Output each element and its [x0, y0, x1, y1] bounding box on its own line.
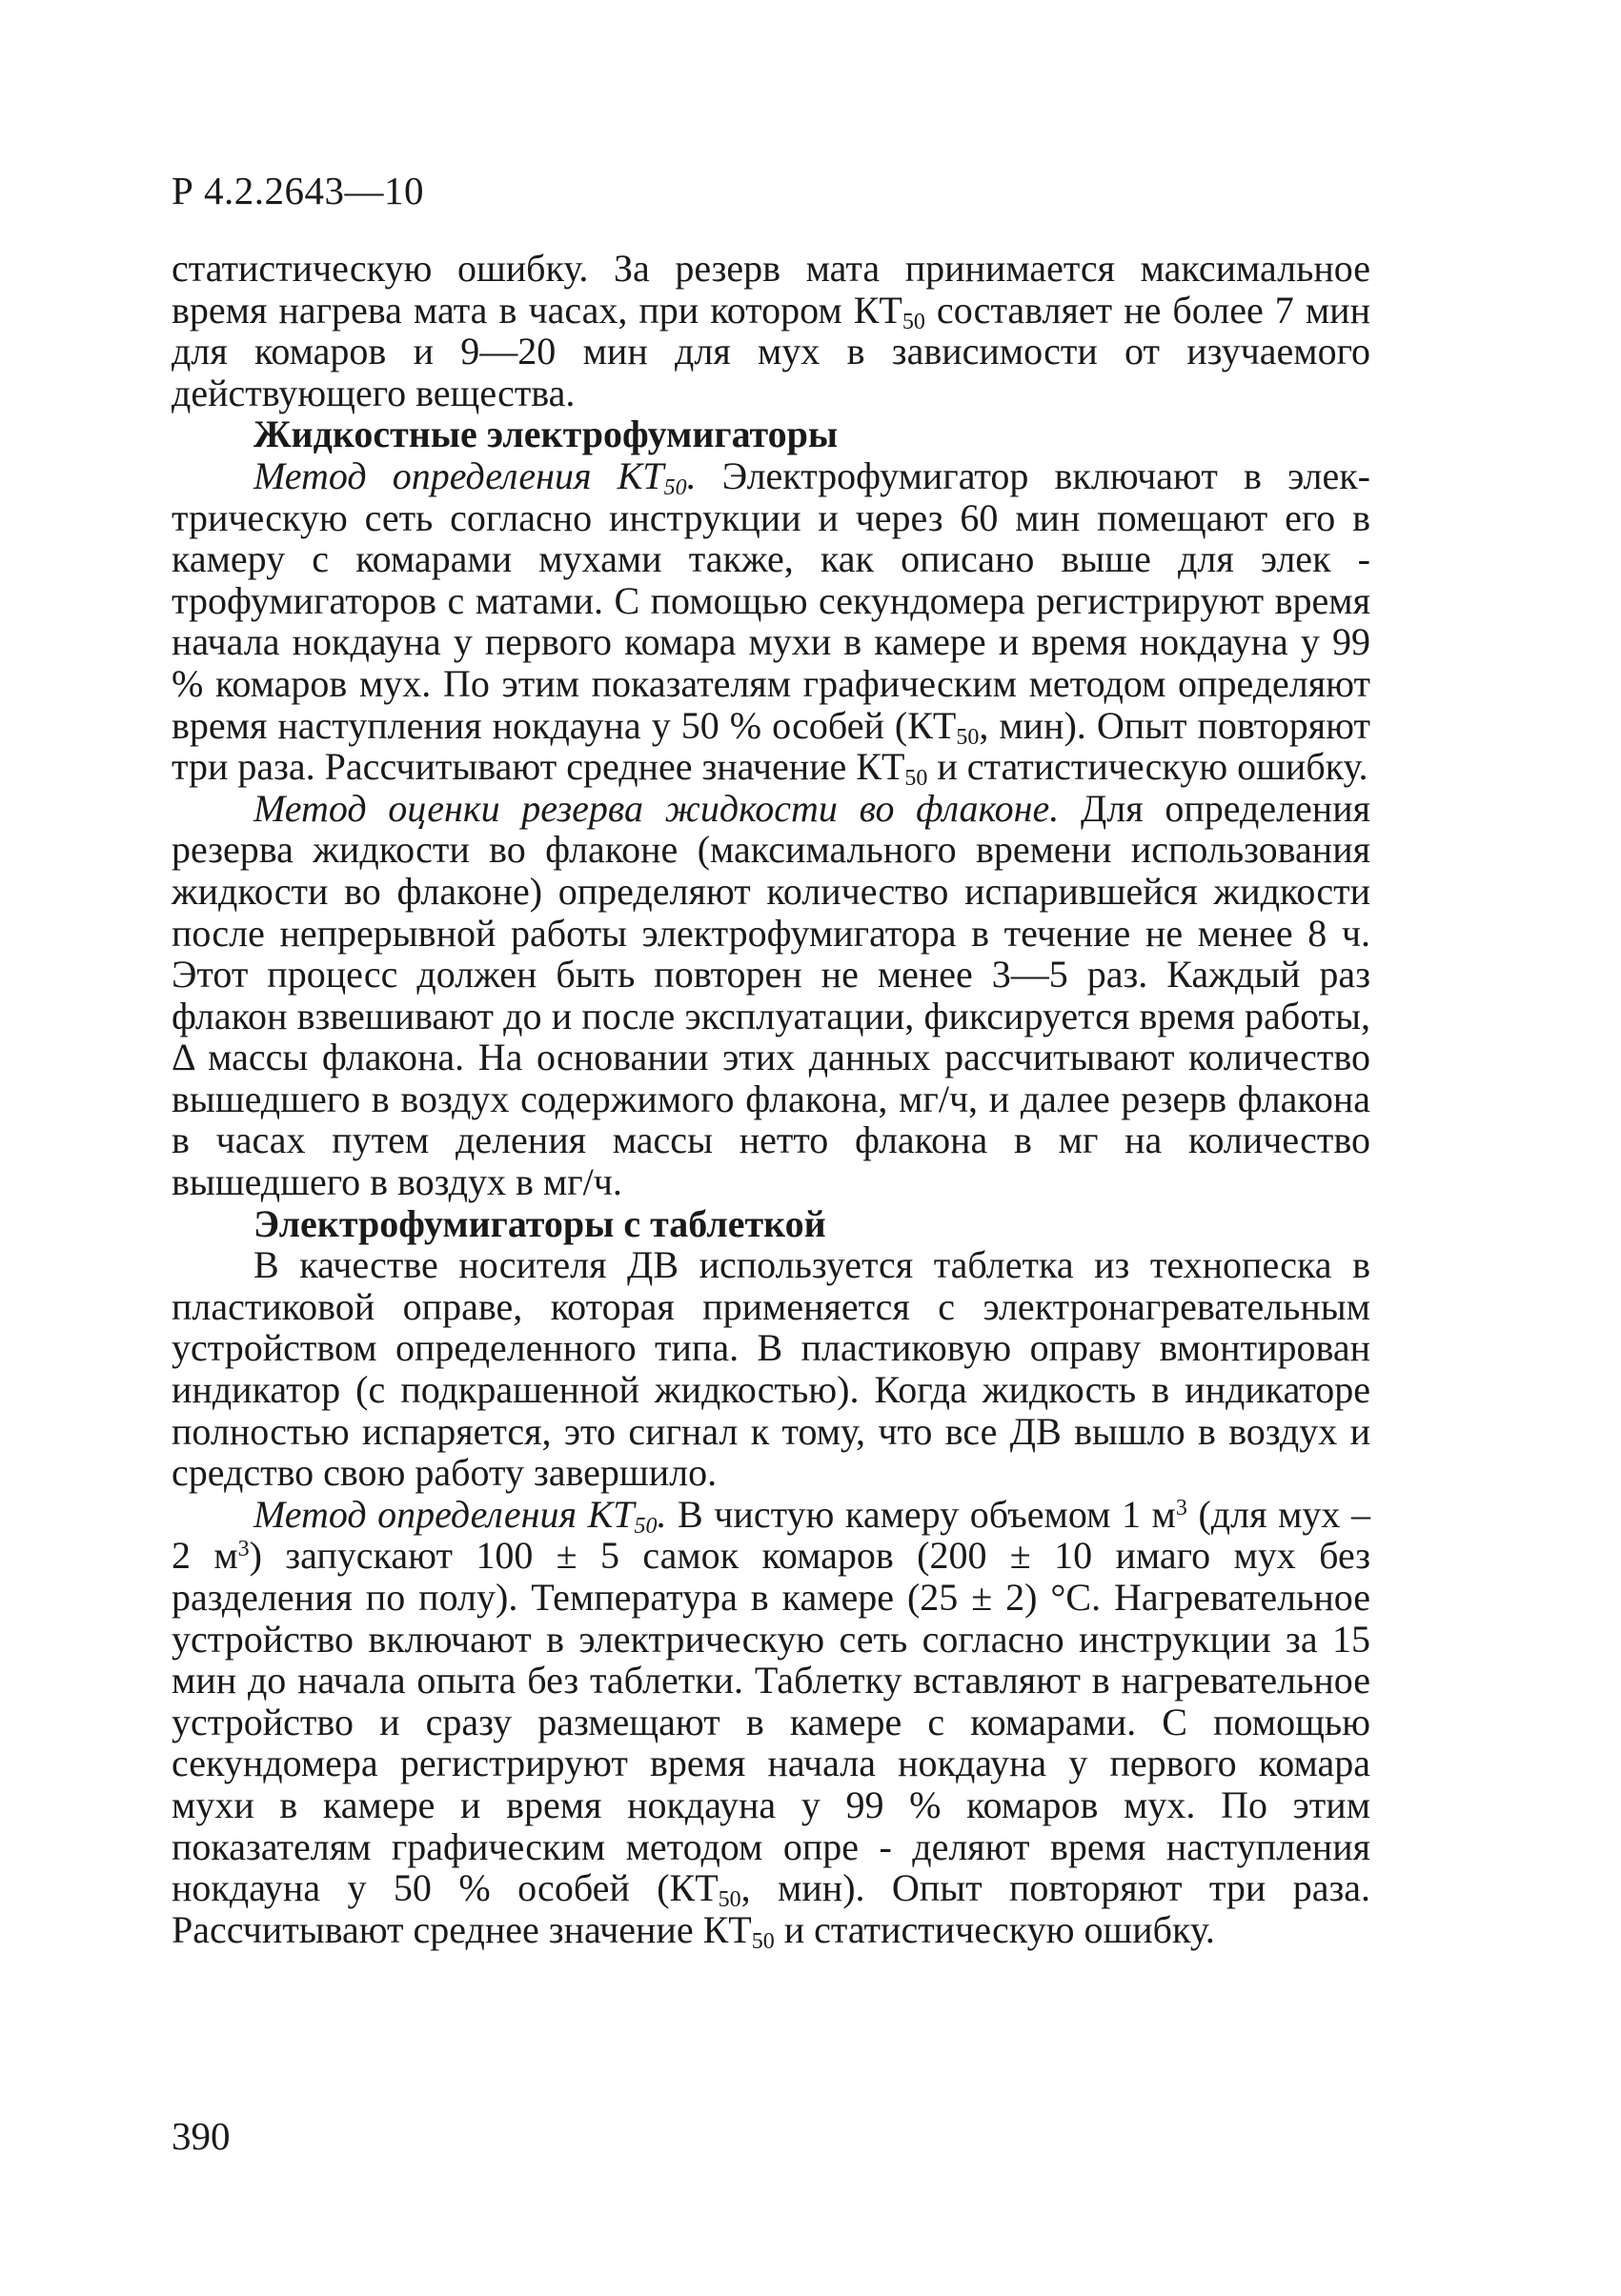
subscript: 50 [751, 1928, 775, 1954]
subscript: 50 [634, 1513, 658, 1539]
document-code-header: Р 4.2.2643—10 [172, 169, 425, 212]
paragraph-flask-reserve-method [172, 788, 1370, 1203]
text-run: (для мух – 2 м [172, 1492, 1370, 1578]
text-run: , мин). Опыт повторяют три раза. Рассчитывают среднее значение КТ [172, 703, 1370, 789]
subscript: 50 [902, 309, 925, 334]
paragraph-mat-reserve-end [172, 248, 1370, 413]
text-run: составляет не более 7 мин для комаров и 9—20 мин для мух в зависимости от изучаемого действующего вещества. [172, 288, 1370, 414]
text-run: В чистую камеру объемом 1 м [666, 1492, 1176, 1536]
method-title: Метод оценки резерва жидкости во флаконе. [253, 786, 1060, 830]
paragraph-kt50-method-liquid [172, 453, 1370, 792]
method-title [253, 453, 697, 500]
heading-liquid-electrofumigators: Жидкостные электрофумигаторы [253, 413, 839, 456]
method-title [253, 1492, 667, 1539]
subscript: 50 [904, 766, 928, 792]
subscript: 50 [718, 1887, 741, 1913]
text-run: Электрофумигатор включают в электрическую сеть согласно инструкции и через 60 мин помещают его в камеру с комарами мухами также, как описано выше для элек - трофумигаторов с матами. С помощью секундомера регистрируют время начала нокдауна у первого комара мухи в камере и время нокдауна у 99 % комаров мух. По этим показателям графическим методом определяют время наступления нокдауна у 50 % особей (КТ [172, 453, 1370, 747]
superscript: 3 [1175, 1495, 1187, 1521]
subscript: 50 [956, 724, 980, 750]
text-run: . [657, 1492, 667, 1536]
text-run: и статистическую ошибку. [774, 1907, 1215, 1951]
heading-tablet-electrofumigators: Электрофумигаторы с таблеткой [253, 1201, 826, 1245]
superscript: 3 [237, 1537, 250, 1562]
text-run: и статистическую ошибку. [927, 745, 1368, 789]
text-run: Для определения резерва жидкости во флаконе (максимального времени использования жидкости во флаконе) определяют количество испарившейся жидкости после непрерывной работы электрофумигатора в течение не менее 8 ч. Этот процесс должен быть повторен не менее 3—5 раз. Каждый раз флакон взвешивают до и после эксплуатации, фиксируется время работы, Δ массы флакона. На основании этих данных рассчитывают количество вышедшего в воздух содержимого флакона, мг/ч, и далее резерв флакона в часах путем деления массы нетто флакона в мг на количество вышедшего в воздух в мг/ч. [172, 786, 1371, 1204]
document-body [172, 247, 1371, 1954]
text-run: статистическую ошибку. За резерв мата принимается максимальное время нагрева мата в часах, при котором КТ [172, 247, 1370, 332]
text-run: , мин). Опыт повторяют три раза. Рассчитывают среднее значение КТ [172, 1866, 1371, 1951]
text-run: Метод определения КТ [253, 453, 664, 497]
text-run: ) запускают 100 ± 5 самок комаров (200 ± 10 имаго мух без разделения по полу). Температура в камере (25 ± 2) °С. Нагревательное устройство включают в электрическую сеть согласно инструкции за 15 мин до начала опыта без таблетки. Таблетку вставляют в нагревательное устройство и сразу размещают в камере с комарами. С помощью секундомера регистрируют время начала нокдауна у первого комара мухи в камере и время нокдауна у 99 % комаров мух. По этим показателям графическим методом опре - деляют время наступления нокдауна у 50 % особей (КТ [172, 1534, 1370, 1910]
subscript: 50 [663, 474, 687, 500]
text-run: Метод определения КТ [253, 1492, 635, 1536]
paragraph-tablet-description: В качестве носителя ДВ используется таблетка из технопеска в пластиковой оправе, которая применяется с электронагревательным устройством определенного типа. В пластиковую оправу вмонтирован индикатор (с подкрашенной жидкостью). Когда жидкость в индикаторе полностью испаряется, это сигнал к тому, что все ДВ вышло в воздух и средство свою работу завершило. [172, 1243, 1370, 1495]
paragraph-kt50-method-tablet [172, 1492, 1371, 1954]
text-run: . [686, 453, 697, 497]
page-number: 390 [172, 2114, 231, 2158]
